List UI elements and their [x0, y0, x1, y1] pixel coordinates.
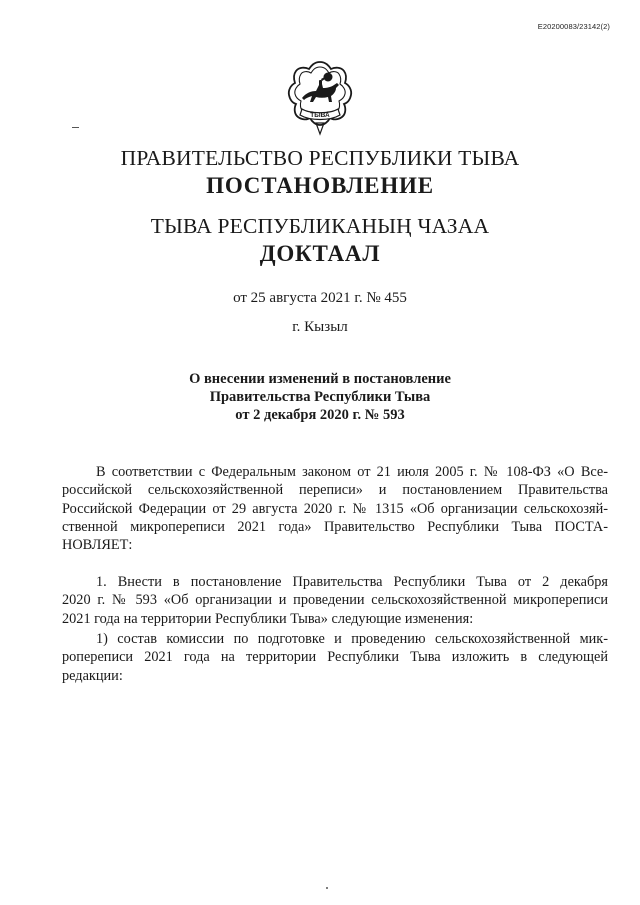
- government-name-ru: ПРАВИТЕЛЬСТВО РЕСПУБЛИКИ ТЫВА: [120, 146, 520, 170]
- document-city: г. Кызыл: [292, 319, 348, 335]
- document-code: E20200083/23142(2): [537, 22, 610, 31]
- tuva-emblem-icon: [286, 60, 354, 136]
- paragraph-line: редакции:: [62, 667, 123, 684]
- paragraph-line: 1. Внести в постановление Правительства Республики Тыва от 2 декабря: [96, 574, 608, 590]
- preamble-paragraph: [62, 463, 608, 554]
- subject-line: О внесении изменений в постановление: [189, 371, 451, 387]
- government-name-tyv: ТЫВА РЕСПУБЛИКАНЫҢ ЧАЗАА: [150, 214, 490, 238]
- paragraph-line: ственной микропереписи 2021 года» Правительство Республики Тыва ПОСТА-: [62, 518, 608, 535]
- paragraph-line: В соответствии с Федеральным законом от 21 июля 2005 г. № 108-ФЗ «О Все-: [96, 464, 608, 480]
- page-dot: [326, 887, 328, 889]
- subject-line: от 2 декабря 2020 г. № 593: [235, 407, 405, 423]
- subclause-1-paragraph: [62, 630, 608, 685]
- paragraph-line: 2021 года на территории Республики Тыва» следующие изменения:: [62, 610, 474, 627]
- document-date-number: от 25 августа 2021 г. № 455: [233, 290, 407, 306]
- emblem-ribbon-text: ТЫВА: [310, 112, 330, 119]
- document-subject: [0, 370, 640, 424]
- document-type-tyv: ДОКТААЛ: [259, 241, 381, 266]
- paragraph-line: 1) состав комиссии по подготовке и проведению сельскохозяйственной мик-: [96, 631, 608, 647]
- paragraph-line: российской сельскохозяйственной переписи» и постановлением Правительства: [62, 482, 608, 499]
- paragraph-line: ропереписи 2021 года на территории Республики Тыва изложить в следующей: [62, 649, 608, 666]
- paragraph-line: Российской Федерации от 29 августа 2020 г. № 1315 «Об организации сельскохозяй-: [62, 500, 608, 517]
- paragraph-line: 2020 г. № 593 «Об организации и проведении сельскохозяйственной микропереписи: [62, 592, 608, 609]
- stray-mark: [72, 127, 79, 128]
- document-type-ru: ПОСТАНОВЛЕНИЕ: [206, 173, 434, 198]
- subject-line: Правительства Республики Тыва: [209, 389, 431, 405]
- clause-1-paragraph: [62, 573, 608, 628]
- paragraph-line: НОВЛЯЕТ:: [62, 537, 133, 554]
